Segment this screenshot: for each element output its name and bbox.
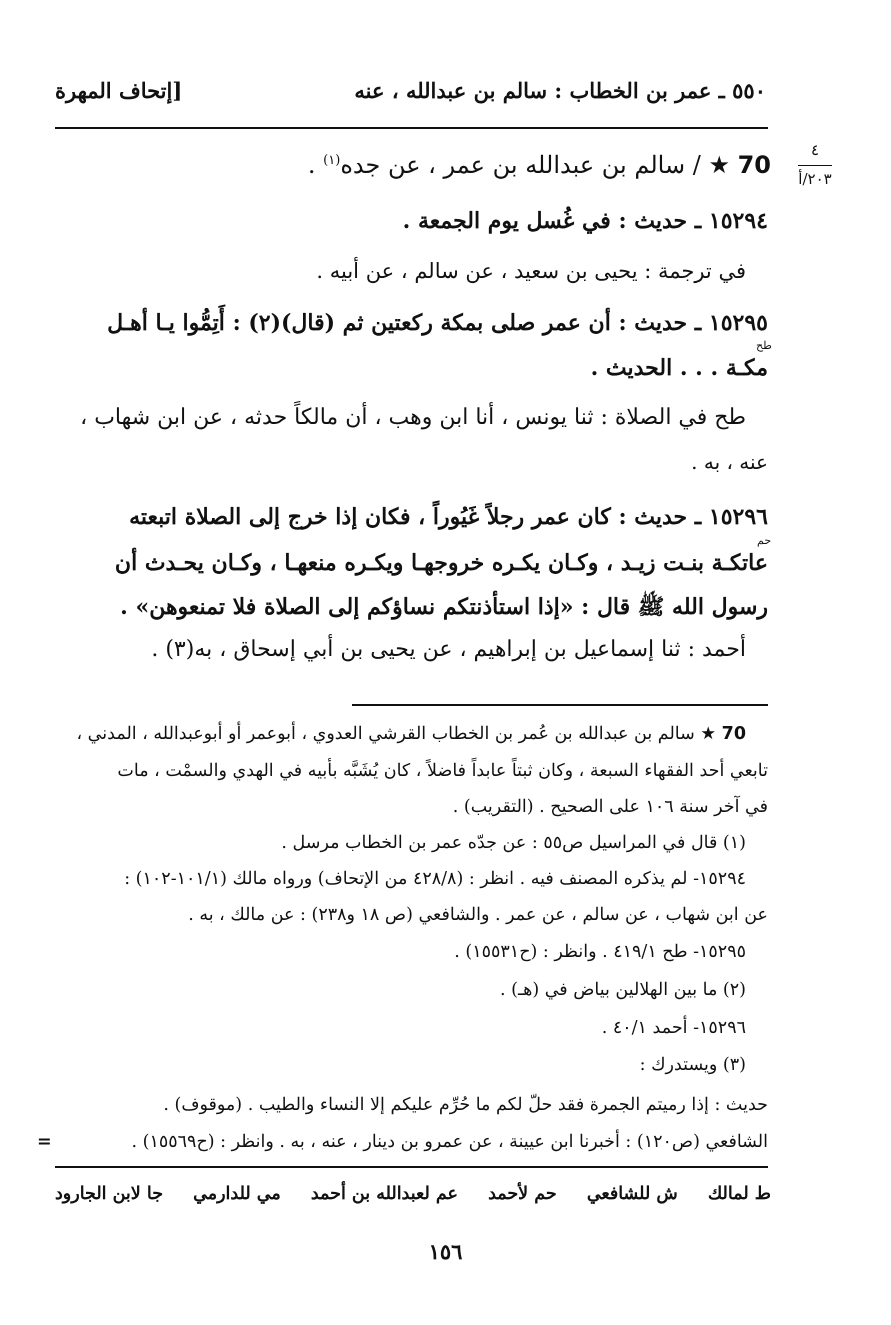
- margin-ref-rule: [798, 165, 832, 166]
- footnote-15295: ١٥٢٩٥- طح ٤١٩/١ . وانظر : (ح١٥٥٣١) .: [454, 942, 746, 962]
- footnote-15296: ١٥٢٩٦- أحمد ٤٠/١ .: [601, 1018, 746, 1038]
- margin-ref-bottom: ٢٠٣/أ: [798, 170, 832, 188]
- entry-15296-line2: عاتكـة بنـت زيـد ، وكـان يكـره خروجهـا ويكـره منعهـا ، وكـان يحـدث أن: [114, 550, 768, 576]
- footnote-15294-line1: ١٥٢٩٤- لم يذكره المصنف فيه . انظر : (٤٢٨/٨ من الإتحاف) ورواه مالك (١٠١/١-١٠٢) :: [124, 869, 746, 889]
- footnote-2: (٢) ما بين الهلالين بياض في (هـ) .: [500, 980, 746, 1000]
- intro-number: 70: [737, 151, 771, 179]
- footnote-3-line1: حديث : إذا رميتم الجمرة فقد حلّ لكم ما حُرِّم عليكم إلا النساء والطيب . (موقوف) .: [163, 1095, 768, 1115]
- footnote-3: (٣) ويستدرك :: [639, 1055, 746, 1075]
- entry-15295-body-line1: طح في الصلاة : ثنا يونس ، أنا ابن وهب ، أن مالكاً حدثه ، عن ابن شهاب ،: [80, 405, 746, 430]
- intro-slash: /: [692, 151, 701, 179]
- entry-15295-body-line2: عنه ، به .: [691, 450, 768, 474]
- intro-text: سالم بن عبدالله بن عمر ، عن جده: [340, 151, 686, 179]
- footnote-bio-text: سالم بن عبدالله بن عُمر بن الخطاب القرشي العدوي ، أبوعمر أو أبوعبدالله ، المدني ،: [76, 724, 695, 744]
- star-icon: ★: [708, 151, 730, 179]
- running-header-right: ٥٥٠ ـ عمر بن الخطاب : سالم بن عبدالله ، عنه: [354, 78, 766, 103]
- footnote-bio-line1: [76, 723, 746, 745]
- legend-item-shafii: ش للشافعي: [586, 1184, 678, 1204]
- entry-15294-body: في ترجمة : يحيى بن سعيد ، عن سالم ، عن أبيه .: [316, 259, 746, 283]
- margin-ref-top: ٤: [810, 141, 820, 159]
- intro-end: .: [307, 151, 316, 179]
- star-icon: ★: [700, 724, 717, 744]
- abbreviation-legend: [55, 1184, 771, 1204]
- footnote-3-line2: الشافعي (ص١٢٠) : أخبرنا ابن عيينة ، عن عمرو بن دينار ، عنه ، به . وانظر : (ح١٥٥٦٩) .: [131, 1132, 768, 1152]
- entry-15294-title: ١٥٢٩٤ ـ حديث : في غُسل يوم الجمعة .: [402, 208, 768, 234]
- legend-item-jarud: جا لابن الجارود: [55, 1184, 164, 1204]
- legend-item-ahmad: حم لأحمد: [488, 1184, 557, 1204]
- entry-15295-title-line1: ١٥٢٩٥ ـ حديث : أن عمر صلى بمكة ركعتين ثم (قال)(٢) : أَتِمُّوا يـا أهـل: [107, 310, 768, 336]
- continuation-mark: =: [37, 1132, 52, 1152]
- entry-15296-body: أحمد : ثنا إسماعيل بن إبراهيم ، عن يحيى بن أبي إسحاق ، به(٣) .: [151, 637, 746, 662]
- entry-15296-line3: رسول الله ﷺ قال : «إذا استأذنتكم نساؤكم إلى الصلاة فلا تمنعوهن» .: [120, 594, 768, 620]
- footnote-ref-1: (١): [323, 153, 341, 168]
- entry-15296-line1: ١٥٢٩٦ ـ حديث : كان عمر رجلاً غَيُوراً ، فكان إذا خرج إلى الصلاة اتبعته: [129, 504, 768, 530]
- legend-item-darimi: مي للدارمي: [193, 1184, 281, 1204]
- entry-15295-title-line2: مكـة . . . الحديث .: [590, 355, 768, 381]
- footnote-separator: [352, 704, 768, 706]
- legend-item-malik: ط لمالك: [707, 1184, 771, 1204]
- footnote-15294-line2: عن ابن شهاب ، عن سالم ، عن عمر . والشافعي (ص ١٨ و٢٣٨) : عن مالك ، به .: [188, 905, 768, 925]
- footnote-bio-number: 70: [721, 724, 746, 744]
- legend-rule: [55, 1166, 768, 1168]
- entry-15295-source-mark: طح: [756, 339, 772, 352]
- intro-line: [308, 147, 771, 179]
- running-header-left: [إتحاف المهرة: [55, 78, 183, 103]
- footnote-bio-line2: تابعي أحد الفقهاء السبعة ، وكان ثبتاً عابداً فاضلاً ، كان يُشَبَّه بأبيه في الهدي والسمْت ، مات: [117, 761, 768, 781]
- page-number: ١٥٦: [428, 1239, 463, 1264]
- header-rule: [55, 127, 768, 129]
- legend-item-abdullah: عم لعبدالله بن أحمد: [310, 1184, 458, 1204]
- footnote-1: (١) قال في المراسيل ص٥٥ : عن جدّه عمر بن الخطاب مرسل .: [281, 833, 746, 853]
- footnote-bio-line3: في آخر سنة ١٠٦ على الصحيح . (التقريب) .: [452, 797, 768, 817]
- entry-15296-source-mark: حم: [757, 534, 772, 547]
